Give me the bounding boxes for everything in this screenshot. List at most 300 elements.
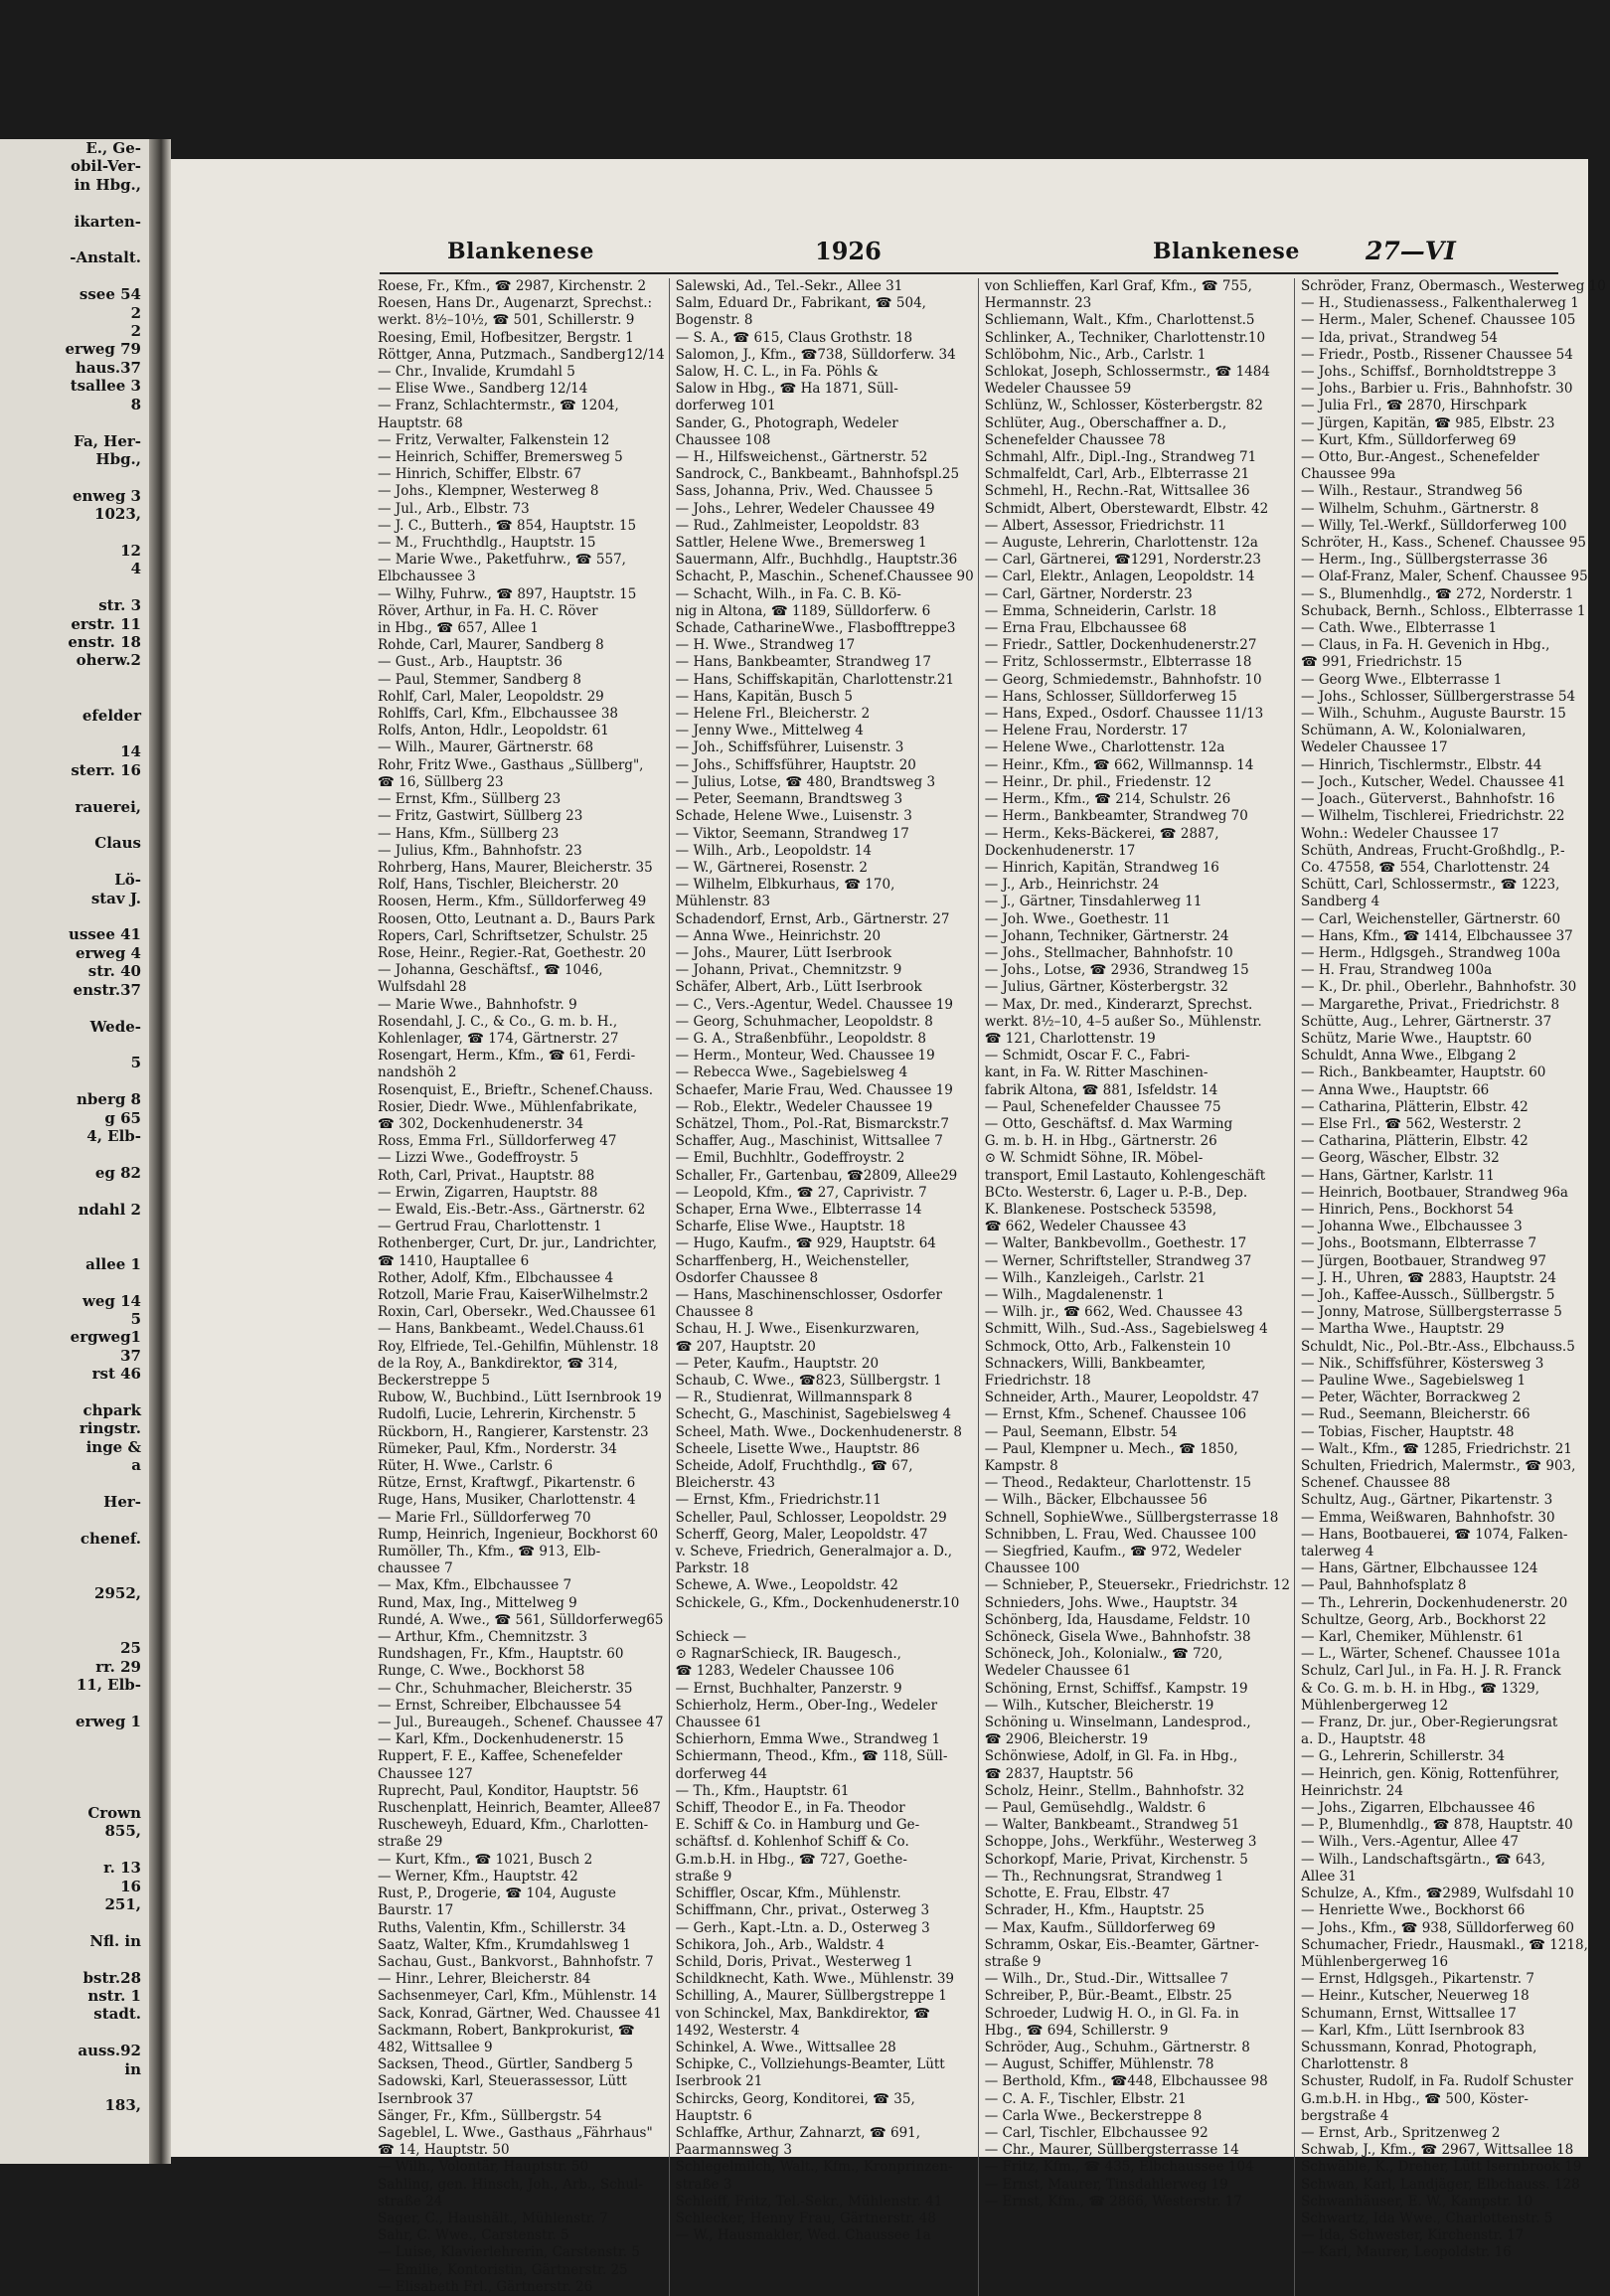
directory-entry: — Max, Kaufm., Sülldorferweg 69 bbox=[984, 1919, 1215, 1936]
directory-entry: — Wilh., Landschaftsgärtn., ☎ 643, bbox=[1301, 1851, 1545, 1868]
directory-entry: — Johs., Maurer, Lütt Iserbrook bbox=[675, 944, 892, 961]
directory-entry: Co. 47558, ☎ 554, Charlottenstr. 24 bbox=[1301, 859, 1550, 876]
directory-entry: — Karl, Maurer, Leopoldstr. 16 bbox=[1301, 2244, 1512, 2261]
directory-entry: — Th., Kfm., Hauptstr. 61 bbox=[675, 1782, 850, 1799]
previous-page-line: bstr.28 bbox=[82, 1968, 141, 1987]
previous-page-line bbox=[0, 1950, 149, 1968]
directory-columns bbox=[372, 278, 1606, 2295]
directory-entry: — Paul, Stemmer, Sandberg 8 bbox=[378, 671, 581, 688]
directory-entry: — Hans, Gärtner, Karlstr. 11 bbox=[1301, 1167, 1495, 1184]
directory-entry: — August, Schiffer, Mühlenstr. 78 bbox=[984, 2056, 1214, 2073]
directory-entry: ☎ 302, Dockenhudenerstr. 34 bbox=[378, 1115, 584, 1132]
directory-entry: BCto. Westerstr. 6, Lager u. P.-B., Dep. bbox=[984, 1184, 1248, 1201]
directory-entry: Schöneck, Gisela Wwe., Bahnhofstr. 38 bbox=[984, 1629, 1251, 1646]
directory-entry: G.m.b.H. in Hbg., ☎ 727, Goethe- bbox=[675, 1851, 907, 1868]
directory-entry: — Ernst, Kfm., Süllberg 23 bbox=[378, 791, 562, 808]
directory-entry: Schnibben, L. Frau, Wed. Chaussee 100 bbox=[984, 1526, 1257, 1543]
directory-entry: — Heinrich, Bootbauer, Strandweg 96a bbox=[1301, 1184, 1568, 1201]
directory-entry: Schütt, Carl, Schlossermstr., ☎ 1223, bbox=[1301, 877, 1560, 894]
directory-entry: Schiffler, Oscar, Kfm., Mühlenstr. bbox=[675, 1886, 901, 1902]
previous-page-line: 4, Elb- bbox=[86, 1126, 141, 1145]
directory-entry: ☎ 662, Wedeler Chaussee 43 bbox=[984, 1219, 1187, 1235]
directory-entry: — Joh., Kaffee-Aussch., Süllbergstr. 5 bbox=[1301, 1286, 1555, 1303]
directory-entry: Schenefelder Chaussee 78 bbox=[984, 431, 1166, 448]
directory-entry: Sauermann, Alfr., Buchhdlg., Hauptstr.36 bbox=[675, 552, 958, 569]
directory-entry: — S., Blumenhdlg., ☎ 272, Norderstr. 1 bbox=[1301, 585, 1574, 602]
directory-entry: — C., Vers.-Agentur, Wedel. Chaussee 19 bbox=[675, 996, 954, 1013]
directory-entry: — Johs., Klempner, Westerweg 8 bbox=[378, 483, 599, 500]
directory-entry: Ruge, Hans, Musiker, Charlottenstr. 4 bbox=[378, 1492, 636, 1509]
directory-entry: Schönberg, Ida, Hausdame, Feldstr. 10 bbox=[984, 1611, 1251, 1628]
previous-page-line: erweg 4 bbox=[75, 943, 141, 962]
previous-page-line: rr. 29 bbox=[95, 1657, 141, 1676]
directory-entry: Sadowski, Karl, Steuerassessor, Lütt bbox=[378, 2073, 627, 2090]
directory-entry: — Karl, Kfm., Lütt Isernbrook 83 bbox=[1301, 2022, 1526, 2039]
directory-entry: Wedeler Chaussee 17 bbox=[1301, 739, 1448, 756]
directory-entry: — Heinrich, gen. König, Rottenführer, bbox=[1301, 1765, 1560, 1782]
directory-entry: Chaussee 100 bbox=[984, 1560, 1080, 1577]
directory-entry: Rohlf, Carl, Maler, Leopoldstr. 29 bbox=[378, 688, 604, 705]
previous-page-line: Wede- bbox=[89, 1017, 141, 1036]
directory-entry: — L., Wärter, Schenef. Chaussee 101a bbox=[1301, 1646, 1560, 1663]
directory-entry: Schätzel, Thom., Pol.-Rat, Bismarckstr.7 bbox=[675, 1115, 949, 1132]
directory-entry: — C. A. F., Tischler, Elbstr. 21 bbox=[984, 2090, 1187, 2107]
directory-entry: — Carl, Tischler, Elbchaussee 92 bbox=[984, 2124, 1208, 2141]
previous-page-line: Nfl. in bbox=[89, 1931, 141, 1950]
directory-entry: Schotte, E. Frau, Elbstr. 47 bbox=[984, 1886, 1171, 1902]
previous-page-line: in Hbg., bbox=[74, 175, 141, 194]
directory-entry: Rohde, Carl, Maurer, Sandberg 8 bbox=[378, 637, 604, 654]
directory-entry: — Wilh., Arb., Leopoldstr. 14 bbox=[675, 842, 872, 859]
directory-entry: — Jenny Wwe., Mittelweg 4 bbox=[675, 723, 864, 739]
directory-entry: — Otto, Bur.-Angest., Schenefelder bbox=[1301, 449, 1539, 466]
directory-entry: — Marie Wwe., Bahnhofstr. 9 bbox=[378, 996, 577, 1013]
directory-entry: Schuster, Rudolf, in Fa. Rudolf Schuster bbox=[1301, 2073, 1573, 2090]
column-3 bbox=[978, 278, 1294, 2296]
directory-entry: — Wilh., Volontär, Hauptstr. 50 bbox=[378, 2159, 589, 2176]
directory-entry: — Johs., Schiffsführer, Hauptstr. 20 bbox=[675, 756, 916, 773]
directory-entry: Schlünz, W., Schlosser, Kösterbergstr. 82 bbox=[984, 398, 1263, 414]
directory-entry: — W., Hausmakler, Wed. Chaussee 1a bbox=[675, 2227, 931, 2244]
directory-entry: ☎ 14, Hauptstr. 50 bbox=[378, 2142, 510, 2159]
directory-entry: — Anna Wwe., Heinrichstr. 20 bbox=[675, 927, 882, 944]
directory-entry: Sageblel, L. Wwe., Gasthaus „Fährhaus" bbox=[378, 2124, 653, 2141]
directory-entry: — Hans, Bankbeamter, Strandweg 17 bbox=[675, 654, 931, 671]
directory-entry: Wedeler Chaussee 59 bbox=[984, 381, 1132, 398]
directory-entry: Allee 31 bbox=[1301, 1868, 1357, 1885]
directory-entry: — Th., Rechnungsrat, Strandweg 1 bbox=[984, 1868, 1224, 1885]
directory-entry: — Viktor, Seemann, Strandweg 17 bbox=[675, 825, 909, 842]
directory-entry: — Heinrich, Schiffer, Bremersweg 5 bbox=[378, 449, 623, 466]
directory-entry: — Joh. Wwe., Goethestr. 11 bbox=[984, 910, 1171, 927]
previous-page-line: 8 bbox=[130, 395, 141, 413]
directory-entry: Schenef. Chaussee 88 bbox=[1301, 1475, 1451, 1492]
previous-page-line: 4 bbox=[130, 560, 141, 578]
directory-entry: — Herm., Monteur, Wed. Chaussee 19 bbox=[675, 1048, 935, 1065]
directory-entry: — Herm., Hdlgsgeh., Strandweg 100a bbox=[1301, 944, 1561, 961]
header-page-number: 27—VI bbox=[1366, 237, 1456, 265]
directory-entry: — Chr., Schuhmacher, Bleicherstr. 35 bbox=[378, 1680, 633, 1697]
directory-entry: — Ernst, Kfm., Schenef. Chaussee 106 bbox=[984, 1406, 1247, 1423]
previous-page-fragment bbox=[0, 139, 149, 2164]
directory-entry: Schilling, A., Maurer, Süllbergstreppe 1 bbox=[675, 1988, 947, 2005]
directory-entry: Schussmann, Konrad, Photograph, bbox=[1301, 2039, 1537, 2055]
directory-entry: Wohn.: Wedeler Chaussee 17 bbox=[1301, 825, 1500, 842]
directory-entry: Schade, CatharineWwe., Flasbofftreppe3 bbox=[675, 620, 956, 637]
directory-entry: — Johs., Lehrer, Wedeler Chaussee 49 bbox=[675, 500, 935, 517]
directory-entry: — Johs., Lotse, ☎ 2936, Strandweg 15 bbox=[984, 962, 1249, 979]
previous-page-line bbox=[0, 725, 149, 742]
directory-entry: Schiermann, Theod., Kfm., ☎ 118, Süll- bbox=[675, 1748, 948, 1765]
previous-page-line: enstr.37 bbox=[73, 980, 141, 999]
previous-page-line: 16 bbox=[120, 1877, 141, 1895]
directory-entry: Rudolfi, Lucie, Lehrerin, Kirchenstr. 5 bbox=[378, 1406, 637, 1423]
previous-page-line: allee 1 bbox=[85, 1254, 141, 1273]
directory-entry: — Werner, Schriftsteller, Strandweg 37 bbox=[984, 1252, 1252, 1269]
directory-entry: — Carl, Gärtner, Norderstr. 23 bbox=[984, 585, 1193, 602]
directory-entry: Schröder, Franz, Obermasch., Westerweg 10 bbox=[1301, 278, 1606, 294]
directory-entry: Rolf, Hans, Tischler, Bleicherstr. 20 bbox=[378, 877, 619, 894]
directory-entry: — Wilh., Bäcker, Elbchaussee 56 bbox=[984, 1492, 1208, 1509]
directory-entry: — Claus, in Fa. H. Gevenich in Hbg., bbox=[1301, 637, 1550, 654]
directory-entry: Schröder, Aug., Schuhm., Gärtnerstr. 8 bbox=[984, 2039, 1250, 2055]
directory-entry: — Hans, Maschinenschlosser, Osdorfer bbox=[675, 1286, 942, 1303]
directory-entry: — Joch., Kutscher, Wedel. Chaussee 41 bbox=[1301, 773, 1566, 790]
directory-entry: — Peter, Wächter, Borrackweg 2 bbox=[1301, 1390, 1522, 1406]
header-year: 1926 bbox=[815, 237, 882, 265]
directory-entry: — Wilh. jr., ☎ 662, Wed. Chaussee 43 bbox=[984, 1304, 1243, 1321]
previous-page-line bbox=[0, 688, 149, 706]
directory-entry: — Johs., Zigarren, Elbchaussee 46 bbox=[1301, 1800, 1535, 1817]
previous-page-line: 251, bbox=[104, 1895, 141, 1913]
directory-entry: — Hans, Kapitän, Busch 5 bbox=[675, 688, 853, 705]
directory-entry: Salomon, J., Kfm., ☎738, Sülldorferw. 34 bbox=[675, 346, 956, 363]
directory-entry: schäftsf. d. Kohlenhof Schiff & Co. bbox=[675, 1834, 909, 1851]
directory-entry: — Jul., Bureaugeh., Schenef. Chaussee 47 bbox=[378, 1715, 664, 1731]
directory-entry: — Wilh., Maurer, Gärtnerstr. 68 bbox=[378, 739, 594, 756]
directory-entry: Salm, Eduard Dr., Fabrikant, ☎ 504, bbox=[675, 295, 926, 312]
directory-entry: Schwab, J., Kfm., ☎ 2967, Wittsallee 18 bbox=[1301, 2142, 1574, 2159]
directory-entry: Charlottenstr. 8 bbox=[1301, 2056, 1409, 2073]
previous-page-line: stadt. bbox=[93, 2005, 141, 2024]
directory-entry: straße 24 bbox=[378, 2193, 443, 2210]
directory-entry: — S. A., ☎ 615, Claus Grothstr. 18 bbox=[675, 329, 913, 346]
directory-entry: Schmehl, H., Rechn.-Rat, Wittsallee 36 bbox=[984, 483, 1250, 500]
header-right-title: Blankenese bbox=[1153, 239, 1300, 264]
directory-entry: transport, Emil Lastauto, Kohlengeschäft bbox=[984, 1167, 1266, 1184]
directory-entry: Schwäble, K., Dreher, Lütt Isernbrook 19 bbox=[1301, 2159, 1582, 2176]
directory-entry: ☎ 1283, Wedeler Chaussee 106 bbox=[675, 1663, 894, 1680]
directory-entry: — Herm., Maler, Schenef. Chaussee 105 bbox=[1301, 312, 1576, 329]
directory-entry: — Hans, Kfm., ☎ 1414, Elbchaussee 37 bbox=[1301, 927, 1573, 944]
previous-page-line: 5 bbox=[130, 1310, 141, 1328]
directory-entry: Sackmann, Robert, Bankprokurist, ☎ bbox=[378, 2022, 635, 2039]
previous-page-line: Lö- bbox=[114, 871, 141, 890]
previous-page-line: erstr. 11 bbox=[71, 614, 141, 633]
directory-entry: — Herm., Ing., Süllbergsterrasse 36 bbox=[1301, 552, 1548, 569]
directory-entry: Schecht, G., Maschinist, Sagebielsweg 4 bbox=[675, 1406, 952, 1423]
directory-entry: — Carl, Weichensteller, Gärtnerstr. 60 bbox=[1301, 910, 1561, 927]
directory-entry: — Wilh., Kutscher, Bleicherstr. 19 bbox=[984, 1697, 1214, 1714]
previous-page-line: rauerei, bbox=[75, 797, 141, 816]
directory-entry: — Wilhelm, Tischlerei, Friedrichstr. 22 bbox=[1301, 808, 1565, 825]
previous-page-line: erweg 79 bbox=[65, 340, 141, 359]
directory-entry: — H., Hilfsweichenst., Gärtnerstr. 52 bbox=[675, 449, 928, 466]
directory-entry: Sager, C., Haushält., Mühlenstr. 7 bbox=[378, 2210, 608, 2226]
directory-entry: 1492, Westerstr. 4 bbox=[675, 2022, 800, 2039]
directory-entry: — G. A., Straßenbführ., Leopoldstr. 8 bbox=[675, 1030, 927, 1047]
directory-entry: Parkstr. 18 bbox=[675, 1560, 749, 1577]
previous-page-line: 37 bbox=[120, 1346, 141, 1365]
directory-entry: — Paul, Schenefelder Chaussee 75 bbox=[984, 1098, 1221, 1115]
directory-entry: — Ernst, Buchhalter, Panzerstr. 9 bbox=[675, 1680, 902, 1697]
directory-entry: — Emma, Weißwaren, Bahnhofstr. 30 bbox=[1301, 1509, 1555, 1526]
previous-page-line: r. 13 bbox=[103, 1859, 141, 1878]
directory-entry: — Fritz, Schlossermstr., Elbterrasse 18 bbox=[984, 654, 1252, 671]
previous-page-line: eg 82 bbox=[94, 1163, 141, 1182]
previous-page-line bbox=[0, 1511, 149, 1529]
previous-page-line: Fa, Her- bbox=[74, 431, 141, 450]
directory-entry: ⊙ W. Schmidt Söhne, IR. Möbel- bbox=[984, 1150, 1204, 1167]
directory-entry: — Walt., Kfm., ☎ 1285, Friedrichstr. 21 bbox=[1301, 1440, 1572, 1457]
directory-entry: — Siegfried, Kaufm., ☎ 972, Wedeler bbox=[984, 1544, 1241, 1560]
directory-entry: Paarmannsweg 3 bbox=[675, 2142, 792, 2159]
previous-page-line bbox=[0, 1767, 149, 1785]
previous-page-line bbox=[0, 1695, 149, 1713]
directory-entry: Rückborn, H., Rangierer, Karstenstr. 23 bbox=[378, 1423, 649, 1440]
directory-entry: — Heinr., Kutscher, Neuerweg 18 bbox=[1301, 1988, 1530, 2005]
previous-page-line: ussee 41 bbox=[69, 925, 141, 944]
directory-entry: Schiffmann, Chr., privat., Osterweg 3 bbox=[675, 1902, 930, 1919]
directory-entry: — Hinr., Lehrer, Bleicherstr. 84 bbox=[378, 1971, 591, 1988]
directory-entry: — Johs., Barbier u. Fris., Bahnhofstr. 30 bbox=[1301, 381, 1573, 398]
directory-entry: Schulten, Friedrich, Malermstr., ☎ 903, bbox=[1301, 1458, 1576, 1475]
directory-entry: Schöning, Ernst, Schiffsf., Kampstr. 19 bbox=[984, 1680, 1248, 1697]
directory-entry: dorferweg 101 bbox=[675, 398, 776, 414]
directory-entry: — Hinrich, Schiffer, Elbstr. 67 bbox=[378, 466, 582, 483]
directory-entry: Schulz, Carl Jul., in Fa. H. J. R. Franck bbox=[1301, 1663, 1561, 1680]
directory-entry: Roosen, Otto, Leutnant a. D., Baurs Park bbox=[378, 910, 655, 927]
directory-entry: Schlecker, Henny Frau, Gärtnerstr. 48 bbox=[675, 2210, 936, 2226]
directory-entry: Sandrock, C., Bankbeamt., Bahnhofspl.25 bbox=[675, 466, 960, 483]
directory-entry: Sachsenmeyer, Carl, Kfm., Mühlenstr. 14 bbox=[378, 1988, 657, 2005]
directory-entry: von Schinckel, Max, Bankdirektor, ☎ bbox=[675, 2005, 930, 2022]
previous-page-line: sterr. 16 bbox=[71, 760, 141, 779]
directory-entry: Schorkopf, Marie, Privat, Kirchenstr. 5 bbox=[984, 1851, 1248, 1868]
previous-page-line: inge & bbox=[85, 1437, 141, 1456]
directory-entry: G.m.b.H. in Hbg., ☎ 500, Köster- bbox=[1301, 2090, 1529, 2107]
directory-entry: G. m. b. H. in Hbg., Gärtnerstr. 26 bbox=[984, 1133, 1217, 1150]
previous-page-line bbox=[0, 1219, 149, 1236]
directory-entry: — Ernst, Maurer, Tinsdahlerweg 19 bbox=[984, 2176, 1228, 2193]
previous-page-line: obil-Ver- bbox=[71, 157, 141, 176]
directory-entry: werkt. 8½–10, 4–5 außer So., Mühlenstr. bbox=[984, 1013, 1262, 1030]
directory-entry: — Herm., Kfm., ☎ 214, Schulstr. 26 bbox=[984, 791, 1231, 808]
directory-entry: — Berthold, Kfm., ☎448, Elbchaussee 98 bbox=[984, 2073, 1268, 2090]
directory-entry: — K., Dr. phil., Oberlehr., Bahnhofstr. 30 bbox=[1301, 979, 1577, 996]
directory-entry: Elbchaussee 3 bbox=[378, 569, 476, 585]
directory-entry: Sahr, C. Wwe., Carstenstr. 5 bbox=[378, 2227, 569, 2244]
previous-page-line: erweg 1 bbox=[75, 1712, 141, 1730]
previous-page-line bbox=[0, 779, 149, 797]
directory-entry: — Arthur, Kfm., Chemnitzstr. 3 bbox=[378, 1629, 587, 1646]
previous-page-line bbox=[0, 1273, 149, 1291]
directory-entry: — Martha Wwe., Hauptstr. 29 bbox=[1301, 1321, 1505, 1338]
previous-page-line bbox=[0, 1145, 149, 1163]
directory-entry: Scheller, Paul, Schlosser, Leopoldstr. 29 bbox=[675, 1509, 947, 1526]
directory-entry: Schuldt, Nic., Pol.-Btr.-Ass., Elbchauss.5 bbox=[1301, 1338, 1575, 1355]
previous-page-line: Her- bbox=[103, 1493, 141, 1512]
directory-entry: Ruschenplatt, Heinrich, Beamter, Allee87 bbox=[378, 1800, 661, 1817]
directory-entry: Schnackers, Willi, Bankbeamter, bbox=[984, 1355, 1207, 1372]
directory-entry: — Hans, Exped., Osdorf. Chaussee 11/13 bbox=[984, 706, 1264, 723]
directory-entry: — Olaf-Franz, Maler, Schenf. Chaussee 95 bbox=[1301, 569, 1588, 585]
directory-entry: — Fritz, Gastwirt, Süllberg 23 bbox=[378, 808, 583, 825]
directory-entry: Schmalfeldt, Carl, Arb., Elbterrasse 21 bbox=[984, 466, 1250, 483]
directory-entry: — Hans, Bankbeamt., Wedel.Chauss.61 bbox=[378, 1321, 646, 1338]
directory-entry: Hermannstr. 23 bbox=[984, 295, 1092, 312]
directory-entry: — Paul, Gemüsehdlg., Waldstr. 6 bbox=[984, 1800, 1207, 1817]
directory-entry: — Herm., Bankbeamter, Strandweg 70 bbox=[984, 808, 1248, 825]
previous-page-line: ergweg1 bbox=[70, 1328, 141, 1347]
previous-page-line: ssee 54 bbox=[79, 285, 141, 304]
directory-entry: Rosier, Diedr. Wwe., Mühlenfabrikate, bbox=[378, 1098, 638, 1115]
directory-entry: — Ernst, Arb., Spritzenweg 2 bbox=[1301, 2124, 1501, 2141]
directory-entry: — Johs., Bootsmann, Elbterrasse 7 bbox=[1301, 1235, 1537, 1252]
directory-entry: — Lizzi Wwe., Godeffroystr. 5 bbox=[378, 1150, 579, 1167]
previous-page-line: rst 46 bbox=[91, 1365, 141, 1384]
directory-entry: — Gerh., Kapt.-Ltn. a. D., Osterweg 3 bbox=[675, 1919, 930, 1936]
directory-entry: Schnieders, Johs. Wwe., Hauptstr. 34 bbox=[984, 1594, 1238, 1611]
previous-page-line bbox=[0, 1603, 149, 1621]
directory-entry: — Emma, Schneiderin, Carlstr. 18 bbox=[984, 602, 1216, 619]
directory-entry: 482, Wittsallee 9 bbox=[378, 2039, 493, 2055]
directory-entry: Chaussee 127 bbox=[378, 1765, 473, 1782]
directory-entry: Schierhorn, Emma Wwe., Strandweg 1 bbox=[675, 1731, 941, 1748]
directory-entry: Osdorfer Chaussee 8 bbox=[675, 1269, 819, 1286]
directory-entry: — Heinr., Kfm., ☎ 662, Willmannsp. 14 bbox=[984, 756, 1254, 773]
directory-entry: — Catharina, Plätterin, Elbstr. 42 bbox=[1301, 1133, 1529, 1150]
directory-entry: Schild, Doris, Privat., Westerweg 1 bbox=[675, 1953, 913, 1970]
directory-entry: — J., Arb., Heinrichstr. 24 bbox=[984, 877, 1160, 894]
directory-entry: Heinrichstr. 24 bbox=[1301, 1782, 1403, 1799]
directory-entry: bergstraße 4 bbox=[1301, 2107, 1389, 2124]
directory-entry: — Max, Kfm., Elbchaussee 7 bbox=[378, 1577, 572, 1594]
directory-entry: — Else Frl., ☎ 562, Westerstr. 2 bbox=[1301, 1115, 1522, 1132]
directory-entry: Scheide, Adolf, Fruchthdlg., ☎ 67, bbox=[675, 1458, 913, 1475]
previous-page-line: 183, bbox=[104, 2096, 141, 2115]
directory-entry: Schinkel, A. Wwe., Wittsallee 28 bbox=[675, 2039, 896, 2055]
directory-entry: Ruscheweyh, Eduard, Kfm., Charlotten- bbox=[378, 1817, 649, 1834]
directory-entry: Schieck — bbox=[675, 1629, 746, 1646]
previous-page-line bbox=[0, 413, 149, 431]
directory-entry: Chaussee 8 bbox=[675, 1304, 754, 1321]
directory-entry: Schöning u. Winselmann, Landesprod., bbox=[984, 1715, 1251, 1731]
directory-entry: — Johann, Privat., Chemnitzstr. 9 bbox=[675, 962, 902, 979]
directory-entry: Ropers, Carl, Schriftsetzer, Schulstr. 25 bbox=[378, 927, 648, 944]
previous-page-line: ikarten- bbox=[74, 212, 141, 231]
directory-entry: Chaussee 99a bbox=[1301, 466, 1396, 483]
directory-entry: — Hans, Schiffskapitän, Charlottenstr.21 bbox=[675, 671, 955, 688]
directory-entry: — Friedr., Sattler, Dockenhudenerstr.27 bbox=[984, 637, 1257, 654]
previous-page-line: auss.92 bbox=[78, 2042, 141, 2060]
directory-entry: Dockenhudenerstr. 17 bbox=[984, 842, 1136, 859]
directory-entry: Schaefer, Marie Frau, Wed. Chaussee 19 bbox=[675, 1081, 953, 1098]
previous-page-line: in bbox=[124, 2059, 141, 2078]
directory-entry: — Johs., Schlosser, Süllbergerstrasse 54 bbox=[1301, 688, 1576, 705]
directory-entry: Sack, Konrad, Gärtner, Wed. Chaussee 41 bbox=[378, 2005, 662, 2022]
directory-entry: Hauptstr. 68 bbox=[378, 414, 463, 431]
directory-entry: Schacht, P., Maschin., Schenef.Chaussee 90 bbox=[675, 569, 974, 585]
directory-entry: Mühlenbergerweg 12 bbox=[1301, 1697, 1449, 1714]
directory-entry: — Hans, Kfm., Süllberg 23 bbox=[378, 825, 560, 842]
directory-entry: Bogenstr. 8 bbox=[675, 312, 753, 329]
directory-entry: — Julia Frl., ☎ 2870, Hirschpark bbox=[1301, 398, 1528, 414]
directory-entry: Mühlenstr. 83 bbox=[675, 894, 770, 910]
directory-entry: Schultze, Georg, Arb., Bockhorst 22 bbox=[1301, 1611, 1546, 1628]
previous-page-line: 855, bbox=[104, 1822, 141, 1841]
directory-entry: — Fritz, Kfm., ☎ 435, Elbchaussee 104 bbox=[984, 2159, 1254, 2176]
directory-entry: — Hans, Schlosser, Sülldorferweg 15 bbox=[984, 688, 1237, 705]
directory-entry: — Marie Wwe., Paketfuhrw., ☎ 557, bbox=[378, 552, 626, 569]
previous-page-line: tsallee 3 bbox=[70, 377, 141, 396]
previous-page-line bbox=[0, 1841, 149, 1859]
directory-entry: Schipke, C., Vollziehungs-Beamter, Lütt bbox=[675, 2056, 945, 2073]
directory-entry: — Ernst, Schreiber, Elbchaussee 54 bbox=[378, 1697, 622, 1714]
directory-entry: Rümeker, Paul, Kfm., Norderstr. 34 bbox=[378, 1440, 617, 1457]
header-rule bbox=[380, 272, 1558, 274]
directory-entry: — Schmidt, Oscar F. C., Fabri- bbox=[984, 1048, 1191, 1065]
directory-entry: — Georg, Wäscher, Elbstr. 32 bbox=[1301, 1150, 1500, 1167]
directory-entry: — Helene Wwe., Charlottenstr. 12a bbox=[984, 739, 1225, 756]
directory-entry: Schlokat, Joseph, Schlossermstr., ☎ 1484 bbox=[984, 364, 1270, 381]
directory-entry: — Walter, Bankbeamt., Strandweg 51 bbox=[984, 1817, 1240, 1834]
directory-entry: Isernbrook 37 bbox=[378, 2090, 474, 2107]
directory-entry: Schwanhäuser, E. W., Kampstr. 10 bbox=[1301, 2193, 1533, 2210]
directory-entry: — Wilhelm, Elbkurhaus, ☎ 170, bbox=[675, 877, 895, 894]
directory-entry: Schuback, Bernh., Schloss., Elbterrasse 1 bbox=[1301, 602, 1586, 619]
directory-entry: Salewski, Ad., Tel.-Sekr., Allee 31 bbox=[675, 278, 903, 294]
directory-entry: Schildknecht, Kath. Wwe., Mühlenstr. 39 bbox=[675, 1971, 954, 1988]
directory-entry: ☎ 16, Süllberg 23 bbox=[378, 773, 504, 790]
previous-page-line: ndahl 2 bbox=[78, 1200, 141, 1219]
directory-entry: Schierholz, Herm., Ober-Ing., Wedeler bbox=[675, 1697, 938, 1714]
directory-entry: E. Schiff & Co. in Hamburg und Ge- bbox=[675, 1817, 920, 1834]
directory-entry: Schönwiese, Adolf, in Gl. Fa. in Hbg., bbox=[984, 1748, 1238, 1765]
directory-entry: Schlinker, A., Techniker, Charlottenstr.10 bbox=[984, 329, 1266, 346]
directory-entry: — Schacht, Wilh., in Fa. C. B. Kö- bbox=[675, 585, 901, 602]
previous-page-line: haus.37 bbox=[75, 358, 141, 377]
header-left-title: Blankenese bbox=[447, 239, 594, 264]
directory-entry: Schaub, C. Wwe., ☎823, Süllbergstr. 1 bbox=[675, 1373, 942, 1389]
previous-page-line bbox=[0, 468, 149, 486]
directory-entry: Schewe, A. Wwe., Leopoldstr. 42 bbox=[675, 1577, 898, 1594]
directory-entry: Schroeder, Ludwig H. O., in Gl. Fa. in bbox=[984, 2005, 1239, 2022]
directory-entry: Schaper, Erna Wwe., Elbterrasse 14 bbox=[675, 1201, 922, 1218]
directory-entry: Rump, Heinrich, Ingenieur, Bockhorst 60 bbox=[378, 1526, 659, 1543]
directory-entry: Salow, H. C. L., in Fa. Pöhls & bbox=[675, 364, 879, 381]
directory-entry: ☎ 991, Friedrichstr. 15 bbox=[1301, 654, 1463, 671]
directory-entry: — Carla Wwe., Beckerstreppe 8 bbox=[984, 2107, 1203, 2124]
directory-entry: straße 3 bbox=[675, 2176, 732, 2193]
previous-page-line bbox=[0, 2024, 149, 2042]
directory-entry: Schmidt, Albert, Oberstewardt, Elbstr. 42 bbox=[984, 500, 1269, 517]
directory-entry: Schickele, G., Kfm., Dockenhudenerstr.10 bbox=[675, 1594, 960, 1611]
directory-entry: & Co. G. m. b. H. in Hbg., ☎ 1329, bbox=[1301, 1680, 1539, 1697]
directory-entry: Schnell, SophieWwe., Süllbergsterrasse 18 bbox=[984, 1509, 1279, 1526]
directory-entry: Röver, Arthur, in Fa. H. C. Röver bbox=[378, 602, 598, 619]
directory-entry: straße 9 bbox=[675, 1868, 732, 1885]
